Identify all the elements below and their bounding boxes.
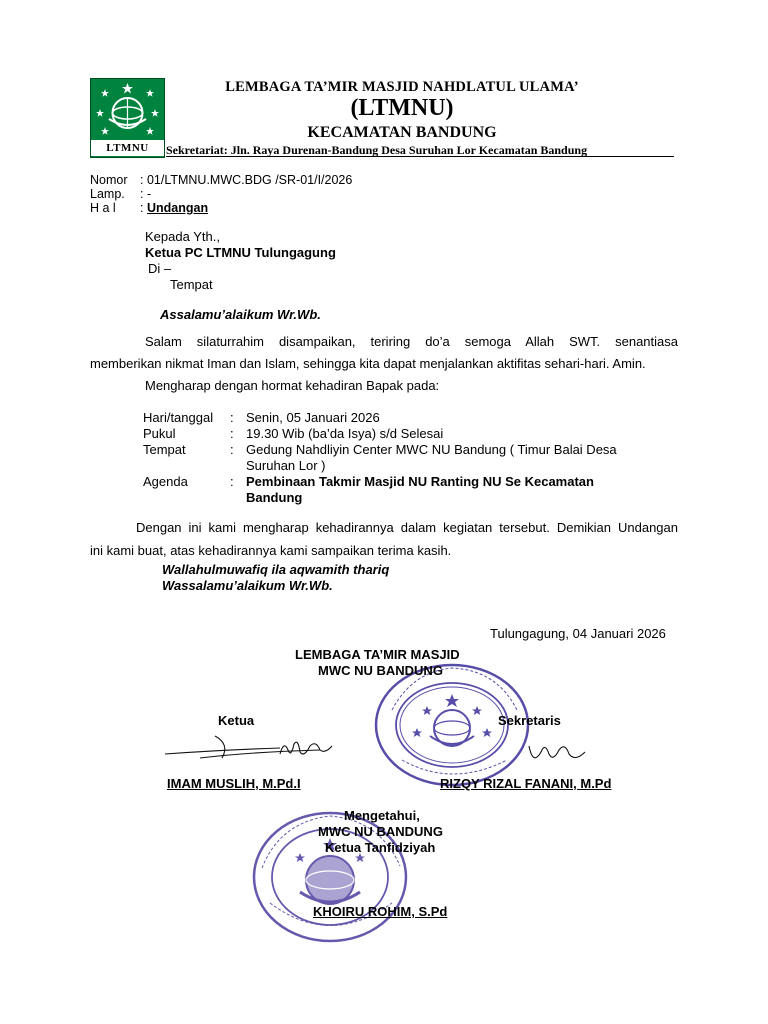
sekretaris-name: RIZQY RIZAL FANANI, M.Pd — [440, 776, 612, 791]
acknowledged-name: KHOIRU ROHIM, S.Pd — [313, 904, 448, 919]
lamp-label: Lamp. — [90, 187, 125, 201]
ltmnu-logo — [90, 78, 165, 158]
para3-line1: Dengan ini kami mengharap kehadirannya dalam kegiatan tersebut. Demikian Undangan — [136, 520, 678, 535]
place-colon: : — [230, 442, 234, 457]
ketua-signature-icon — [160, 728, 340, 772]
para1-line2: memberikan nikmat Iman dan Islam, sehingga kita dapat menjalankan aktifitas sehari-hari. Amin. — [90, 356, 646, 371]
greeting: Assalamu’alaikum Wr.Wb. — [160, 307, 321, 322]
agenda-value: Pembinaan Takmir Masjid NU Ranting NU Se Kecamatan Bandung — [246, 474, 594, 505]
acknowledged-line1: Mengetahui, — [344, 808, 420, 823]
closing-line1: Wallahulmuwafiq ila aqwamith thariq — [162, 562, 390, 577]
ketua-name: IMAM MUSLIH, M.Pd.I — [167, 776, 301, 791]
hal-colon: : — [140, 201, 144, 215]
org-abbreviation: (LTMNU) — [350, 95, 454, 121]
hal-row — [90, 201, 208, 215]
hal-label: H a l — [90, 201, 116, 215]
date-colon: : — [230, 410, 234, 425]
kepada-text: Kepada Yth., — [145, 229, 220, 244]
sekretaris-title: Sekretaris — [498, 713, 561, 728]
nomor-label: Nomor — [90, 173, 128, 187]
signatory-org-line2: MWC NU BANDUNG — [318, 663, 443, 678]
kecamatan-title: KECAMATAN BANDUNG — [307, 124, 497, 141]
lamp-value: : - — [140, 187, 152, 201]
date-value: Senin, 05 Januari 2026 — [246, 410, 380, 425]
lamp-row — [90, 187, 151, 201]
time-label: Pukul — [143, 426, 176, 441]
recipient-name: Ketua PC LTMNU Tulungagung — [145, 245, 336, 260]
org-name: LEMBAGA TA’MIR MASJID NAHDLATUL ULAMA’ — [225, 79, 579, 95]
agenda-label: Agenda — [143, 474, 188, 489]
hal-value: Undangan — [146, 201, 209, 215]
nu-emblem-icon — [91, 79, 164, 141]
time-value: 19.30 Wib (ba’da Isya) s/d Selesai — [246, 426, 444, 441]
header-rule — [166, 156, 674, 157]
nomor-row — [90, 173, 352, 187]
sekretaris-signature-icon — [525, 732, 595, 772]
di-text: Di – — [148, 261, 172, 276]
closing-line2: Wassalamu’alaikum Wr.Wb. — [162, 578, 333, 593]
acknowledged-line2: MWC NU BANDUNG — [318, 824, 443, 839]
tempat-text: Tempat — [170, 277, 213, 292]
place-value: Gedung Nahdliyin Center MWC NU Bandung ( Timur Balai Desa Suruhan Lor ) — [246, 442, 617, 473]
secretariat-address: Sekretariat: Jln. Raya Durenan-Bandung Desa Suruhan Lor Kecamatan Bandung — [166, 143, 588, 157]
logo-text: LTMNU — [91, 140, 164, 156]
time-colon: : — [230, 426, 234, 441]
date-place: Tulungagung, 04 Januari 2026 — [490, 626, 666, 641]
para2: Mengharap dengan hormat kehadiran Bapak pada: — [145, 378, 440, 393]
nomor-value: : 01/LTMNU.MWC.BDG /SR-01/I/2026 — [140, 173, 353, 187]
acknowledged-line3: Ketua Tanfidziyah — [325, 840, 436, 855]
para3-line2: ini kami buat, atas kehadirannya kami sampaikan terima kasih. — [90, 543, 452, 558]
para1-line1: Salam silaturrahim disampaikan, teriring do’a semoga Allah SWT. senantiasa — [145, 334, 678, 349]
agenda-colon: : — [230, 474, 234, 489]
signatory-org-line1: LEMBAGA TA’MIR MASJID — [295, 647, 460, 662]
ketua-title: Ketua — [218, 713, 255, 728]
place-label: Tempat — [143, 442, 186, 457]
date-label: Hari/tanggal — [143, 410, 214, 425]
